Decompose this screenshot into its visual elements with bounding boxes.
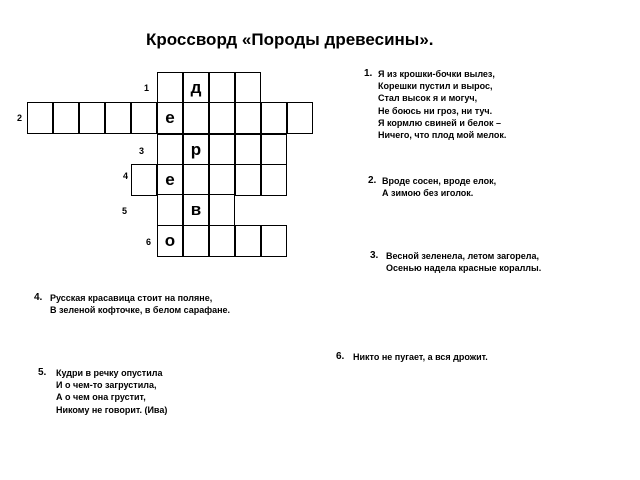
grid-cell[interactable]: [235, 134, 261, 166]
row-number-5: 5: [122, 206, 128, 216]
grid-cell[interactable]: [261, 164, 287, 196]
grid-cell[interactable]: [261, 134, 287, 166]
grid-cell[interactable]: [157, 72, 183, 104]
grid-cell[interactable]: [131, 164, 157, 196]
grid-cell[interactable]: [157, 134, 183, 166]
clue-number: 2.: [368, 175, 377, 186]
grid-cell[interactable]: [235, 72, 261, 104]
grid-cell[interactable]: [209, 102, 235, 134]
clue-number: 4.: [34, 292, 43, 303]
grid-cell[interactable]: [183, 164, 209, 196]
clue-3: 3. Весной зеленела, летом загорела, Осенью надела красные кораллы.: [370, 250, 542, 274]
grid-cell[interactable]: о: [157, 225, 183, 257]
grid-cell[interactable]: [209, 134, 235, 166]
row-number-1: 1: [144, 83, 150, 93]
grid-cell[interactable]: [79, 102, 105, 134]
grid-cell[interactable]: [27, 102, 53, 134]
clue-number: 1.: [364, 68, 373, 79]
clue-6: 6. Никто не пугает, а вся дрожит.: [336, 351, 488, 362]
grid-cell[interactable]: [183, 102, 209, 134]
grid-cell[interactable]: [235, 164, 261, 196]
page-title: Кроссворд «Породы древесины».: [146, 30, 434, 49]
grid-cell[interactable]: в: [183, 194, 209, 226]
row-number-6: 6: [146, 237, 152, 247]
grid-cell[interactable]: [209, 164, 235, 196]
grid-cell[interactable]: [209, 72, 235, 104]
grid-cell[interactable]: [157, 194, 183, 226]
clue-4: 4. Русская красавица стоит на поляне, В зеленой кофточке, в белом сарафане.: [34, 292, 231, 316]
grid-cell[interactable]: [53, 102, 79, 134]
clue-number: 3.: [370, 250, 379, 261]
grid-cell[interactable]: [261, 225, 287, 257]
clue-5: 5. Кудри в речку опустила И о чем-то загрустила, А о чем она грустит, Никому не говорит. (Ива): [38, 367, 168, 415]
row-number-3: 3: [139, 146, 145, 156]
grid-cell[interactable]: р: [183, 134, 209, 166]
grid-cell[interactable]: [287, 102, 313, 134]
grid-cell[interactable]: [209, 225, 235, 257]
grid-cell[interactable]: [105, 102, 131, 134]
clue-2: 2. Вроде сосен, вроде елок, А зимою без иголок.: [368, 175, 497, 199]
clue-number: 6.: [336, 351, 345, 362]
grid-cell[interactable]: д: [183, 72, 209, 104]
grid-cell[interactable]: [209, 194, 235, 226]
row-number-4: 4: [123, 171, 129, 181]
grid-cell[interactable]: [235, 102, 261, 134]
grid-cell[interactable]: е: [157, 164, 183, 196]
grid-cell[interactable]: [235, 225, 261, 257]
grid-cell[interactable]: [261, 102, 287, 134]
clue-number: 5.: [38, 367, 47, 378]
grid-cell[interactable]: [131, 102, 157, 134]
clue-1: 1. Я из крошки-бочки вылез, Корешки пустил и вырос, Стал высок я и могуч, Не боюсь ни гроз, ни туч. Я кормлю свиней и белок – Ничего, что плод мой мелок.: [364, 68, 507, 141]
row-number-2: 2: [17, 113, 23, 123]
grid-cell[interactable]: е: [157, 102, 183, 134]
grid-cell[interactable]: [183, 225, 209, 257]
